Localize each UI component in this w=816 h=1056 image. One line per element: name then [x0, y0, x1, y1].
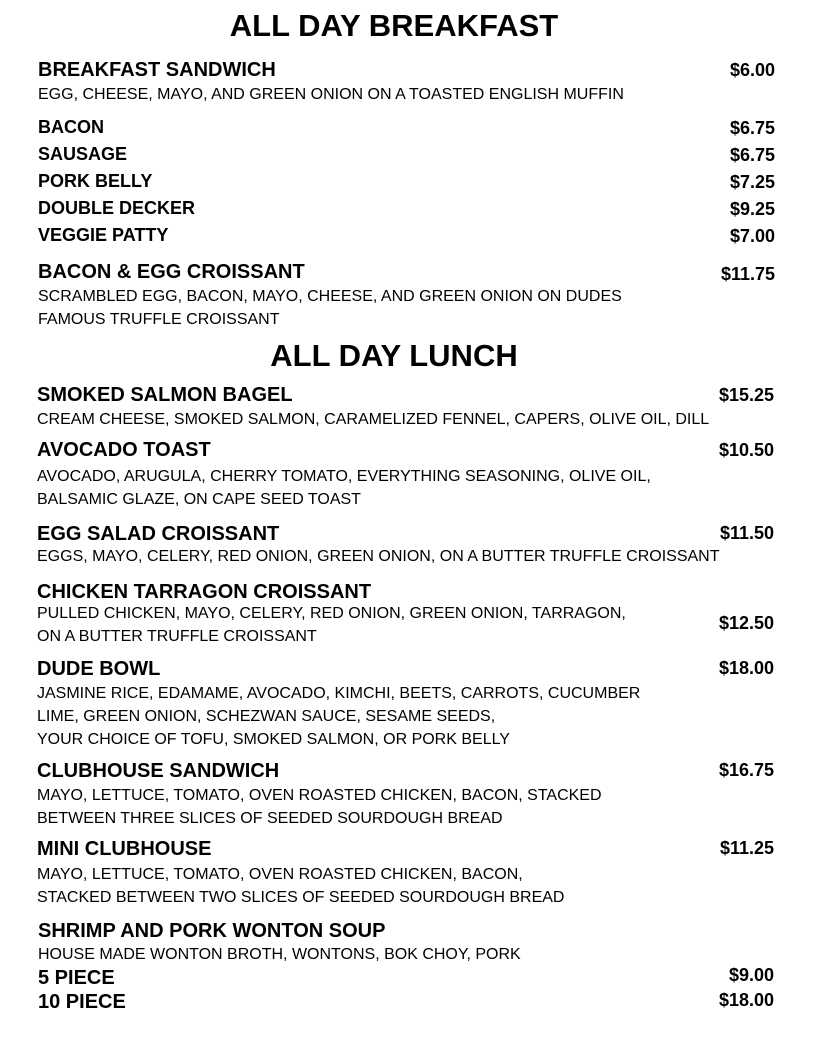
menu-item-desc: MAYO, LETTUCE, TOMATO, OVEN ROASTED CHICKEN, BACON, STACKED: [37, 787, 602, 804]
lunch-title: ALL DAY LUNCH: [270, 338, 518, 373]
menu-item-desc: BETWEEN THREE SLICES OF SEEDED SOURDOUGH BREAD: [37, 810, 503, 827]
menu-item-name: SMOKED SALMON BAGEL: [37, 384, 293, 406]
menu-item-name: CLUBHOUSE SANDWICH: [37, 760, 280, 782]
menu-item-desc: LIME, GREEN ONION, SCHEZWAN SAUCE, SESAME SEEDS,: [37, 708, 496, 725]
option-name: VEGGIE PATTY: [38, 225, 169, 245]
soup-option-name: 5 PIECE: [38, 967, 115, 989]
breakfast-sandwich-price: $6.00: [729, 60, 775, 80]
option-price: $9.25: [729, 199, 775, 219]
option-price: $6.75: [729, 145, 775, 165]
option-price: $6.75: [729, 118, 775, 138]
soup-option-name: 10 PIECE: [38, 991, 126, 1013]
croissant-desc: FAMOUS TRUFFLE CROISSANT: [38, 311, 280, 328]
menu-item-price: $16.75: [718, 760, 774, 780]
croissant-price: $11.75: [720, 264, 775, 284]
soup-option-price: $9.00: [728, 965, 774, 985]
menu-item-name: CHICKEN TARRAGON CROISSANT: [37, 581, 372, 603]
menu-item-desc: MAYO, LETTUCE, TOMATO, OVEN ROASTED CHICKEN, BACON,: [37, 866, 523, 883]
menu-item-price: $10.50: [718, 440, 774, 460]
menu-item-desc: PULLED CHICKEN, MAYO, CELERY, RED ONION, GREEN ONION, TARRAGON,: [37, 605, 626, 622]
menu-item-desc: CREAM CHEESE, SMOKED SALMON, CARAMELIZED FENNEL, CAPERS, OLIVE OIL, DILL: [37, 411, 710, 428]
menu-item-desc: STACKED BETWEEN TWO SLICES OF SEEDED SOURDOUGH BREAD: [37, 889, 565, 906]
menu-item-desc: YOUR CHOICE OF TOFU, SMOKED SALMON, OR PORK BELLY: [37, 731, 510, 748]
menu-item-price: $15.25: [718, 385, 774, 405]
soup-name: SHRIMP AND PORK WONTON SOUP: [38, 920, 386, 942]
menu-item-desc: EGGS, MAYO, CELERY, RED ONION, GREEN ONION, ON A BUTTER TRUFFLE CROISSANT: [37, 548, 720, 565]
menu-item-desc: ON A BUTTER TRUFFLE CROISSANT: [37, 628, 317, 645]
croissant-name: BACON & EGG CROISSANT: [38, 261, 305, 283]
menu-item-name: DUDE BOWL: [37, 658, 161, 680]
option-name: DOUBLE DECKER: [38, 198, 196, 218]
menu-item-name: EGG SALAD CROISSANT: [37, 523, 280, 545]
menu-item-name: MINI CLUBHOUSE: [37, 838, 212, 860]
option-price: $7.00: [729, 226, 775, 246]
option-name: PORK BELLY: [38, 171, 153, 191]
menu-item-price: $11.50: [719, 523, 774, 543]
soup-option-price: $18.00: [718, 990, 774, 1010]
menu-item-desc: AVOCADO, ARUGULA, CHERRY TOMATO, EVERYTHING SEASONING, OLIVE OIL,: [37, 468, 651, 485]
menu-item-price: $11.25: [719, 838, 774, 858]
menu-item-name: AVOCADO TOAST: [37, 439, 211, 461]
menu-item-desc: JASMINE RICE, EDAMAME, AVOCADO, KIMCHI, BEETS, CARROTS, CUCUMBER: [37, 685, 641, 702]
soup-desc: HOUSE MADE WONTON BROTH, WONTONS, BOK CHOY, PORK: [38, 946, 521, 963]
breakfast-title: ALL DAY BREAKFAST: [229, 8, 559, 43]
breakfast-sandwich-desc: EGG, CHEESE, MAYO, AND GREEN ONION ON A TOASTED ENGLISH MUFFIN: [38, 86, 624, 103]
menu-item-price: $18.00: [718, 658, 774, 678]
menu-item-price: $12.50: [718, 613, 774, 633]
option-name: SAUSAGE: [38, 144, 128, 164]
menu-item-desc: BALSAMIC GLAZE, ON CAPE SEED TOAST: [37, 491, 361, 508]
option-price: $7.25: [729, 172, 775, 192]
croissant-desc: SCRAMBLED EGG, BACON, MAYO, CHEESE, AND GREEN ONION ON DUDES: [38, 288, 622, 305]
option-name: BACON: [38, 117, 104, 137]
breakfast-sandwich-name: BREAKFAST SANDWICH: [38, 59, 276, 81]
